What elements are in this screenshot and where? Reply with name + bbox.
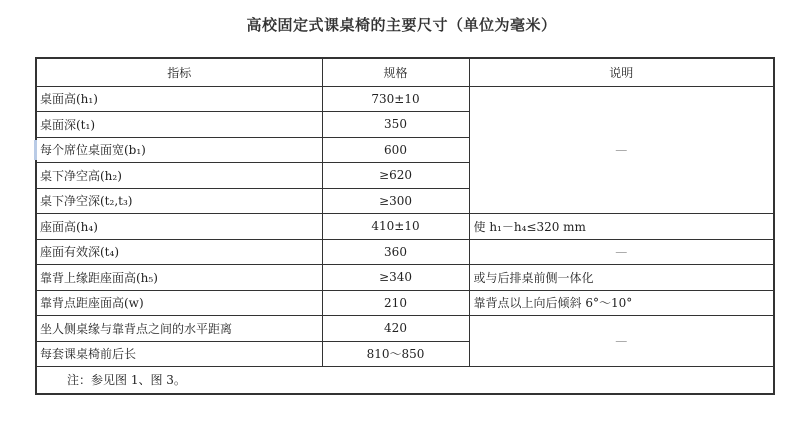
indicator-cell: 每套课桌椅前后长	[36, 341, 322, 367]
table-row	[36, 214, 774, 240]
spec-cell: ≥340	[322, 265, 469, 291]
spec-cell: 600	[322, 137, 469, 163]
indicator-cell: 座面高(h₄)	[36, 214, 322, 240]
spec-cell: 420	[322, 316, 469, 342]
table-row	[36, 239, 774, 265]
note-cell: 使 h₁－h₄≤320 mm	[469, 214, 774, 240]
spec-cell: ≥620	[322, 163, 469, 189]
indicator-cell: 靠背上缘距座面高(h₅)	[36, 265, 322, 291]
table-title: 高校固定式课桌椅的主要尺寸（单位为毫米）	[246, 16, 557, 34]
indicator-cell	[36, 137, 322, 163]
note-cell-empty: —	[469, 86, 774, 214]
table-row	[36, 316, 774, 342]
header-note: 说明	[469, 58, 774, 86]
note-cell: 或与后排桌前侧一体化	[469, 265, 774, 291]
indicator-cell: 靠背点距座面高(w)	[36, 290, 322, 316]
spec-cell: 360	[322, 239, 469, 265]
indicator-cell: 桌下净空深(t₂,t₃)	[36, 188, 322, 214]
table-row	[36, 86, 774, 112]
row-marker	[34, 140, 37, 160]
indicator-cell: 桌下净空高(h₂)	[36, 163, 322, 189]
note-cell-empty: —	[469, 239, 774, 265]
indicator-cell: 桌面高(h₁)	[36, 86, 322, 112]
dimensions-table	[35, 57, 775, 395]
spec-cell: 810～850	[322, 341, 469, 367]
spec-cell: 410±10	[322, 214, 469, 240]
spec-cell: ≥300	[322, 188, 469, 214]
note-cell-empty: —	[469, 316, 774, 367]
indicator-cell: 坐人侧桌缘与靠背点之间的水平距离	[36, 316, 322, 342]
header-row	[36, 58, 774, 86]
table-row	[36, 290, 774, 316]
spec-cell: 730±10	[322, 86, 469, 112]
indicator-cell: 座面有效深(t₄)	[36, 239, 322, 265]
footnote-row	[36, 367, 774, 394]
table-row	[36, 265, 774, 291]
indicator-text: 每个席位桌面宽(b₁)	[40, 143, 146, 158]
note-cell: 靠背点以上向后倾斜 6°～10°	[469, 290, 774, 316]
spec-cell: 350	[322, 112, 469, 138]
spec-cell: 210	[322, 290, 469, 316]
footnote: 注：参见图 1、图 3。	[36, 367, 774, 394]
indicator-cell: 桌面深(t₁)	[36, 112, 322, 138]
header-indicator: 指标	[36, 58, 322, 86]
header-spec: 规格	[322, 58, 469, 86]
